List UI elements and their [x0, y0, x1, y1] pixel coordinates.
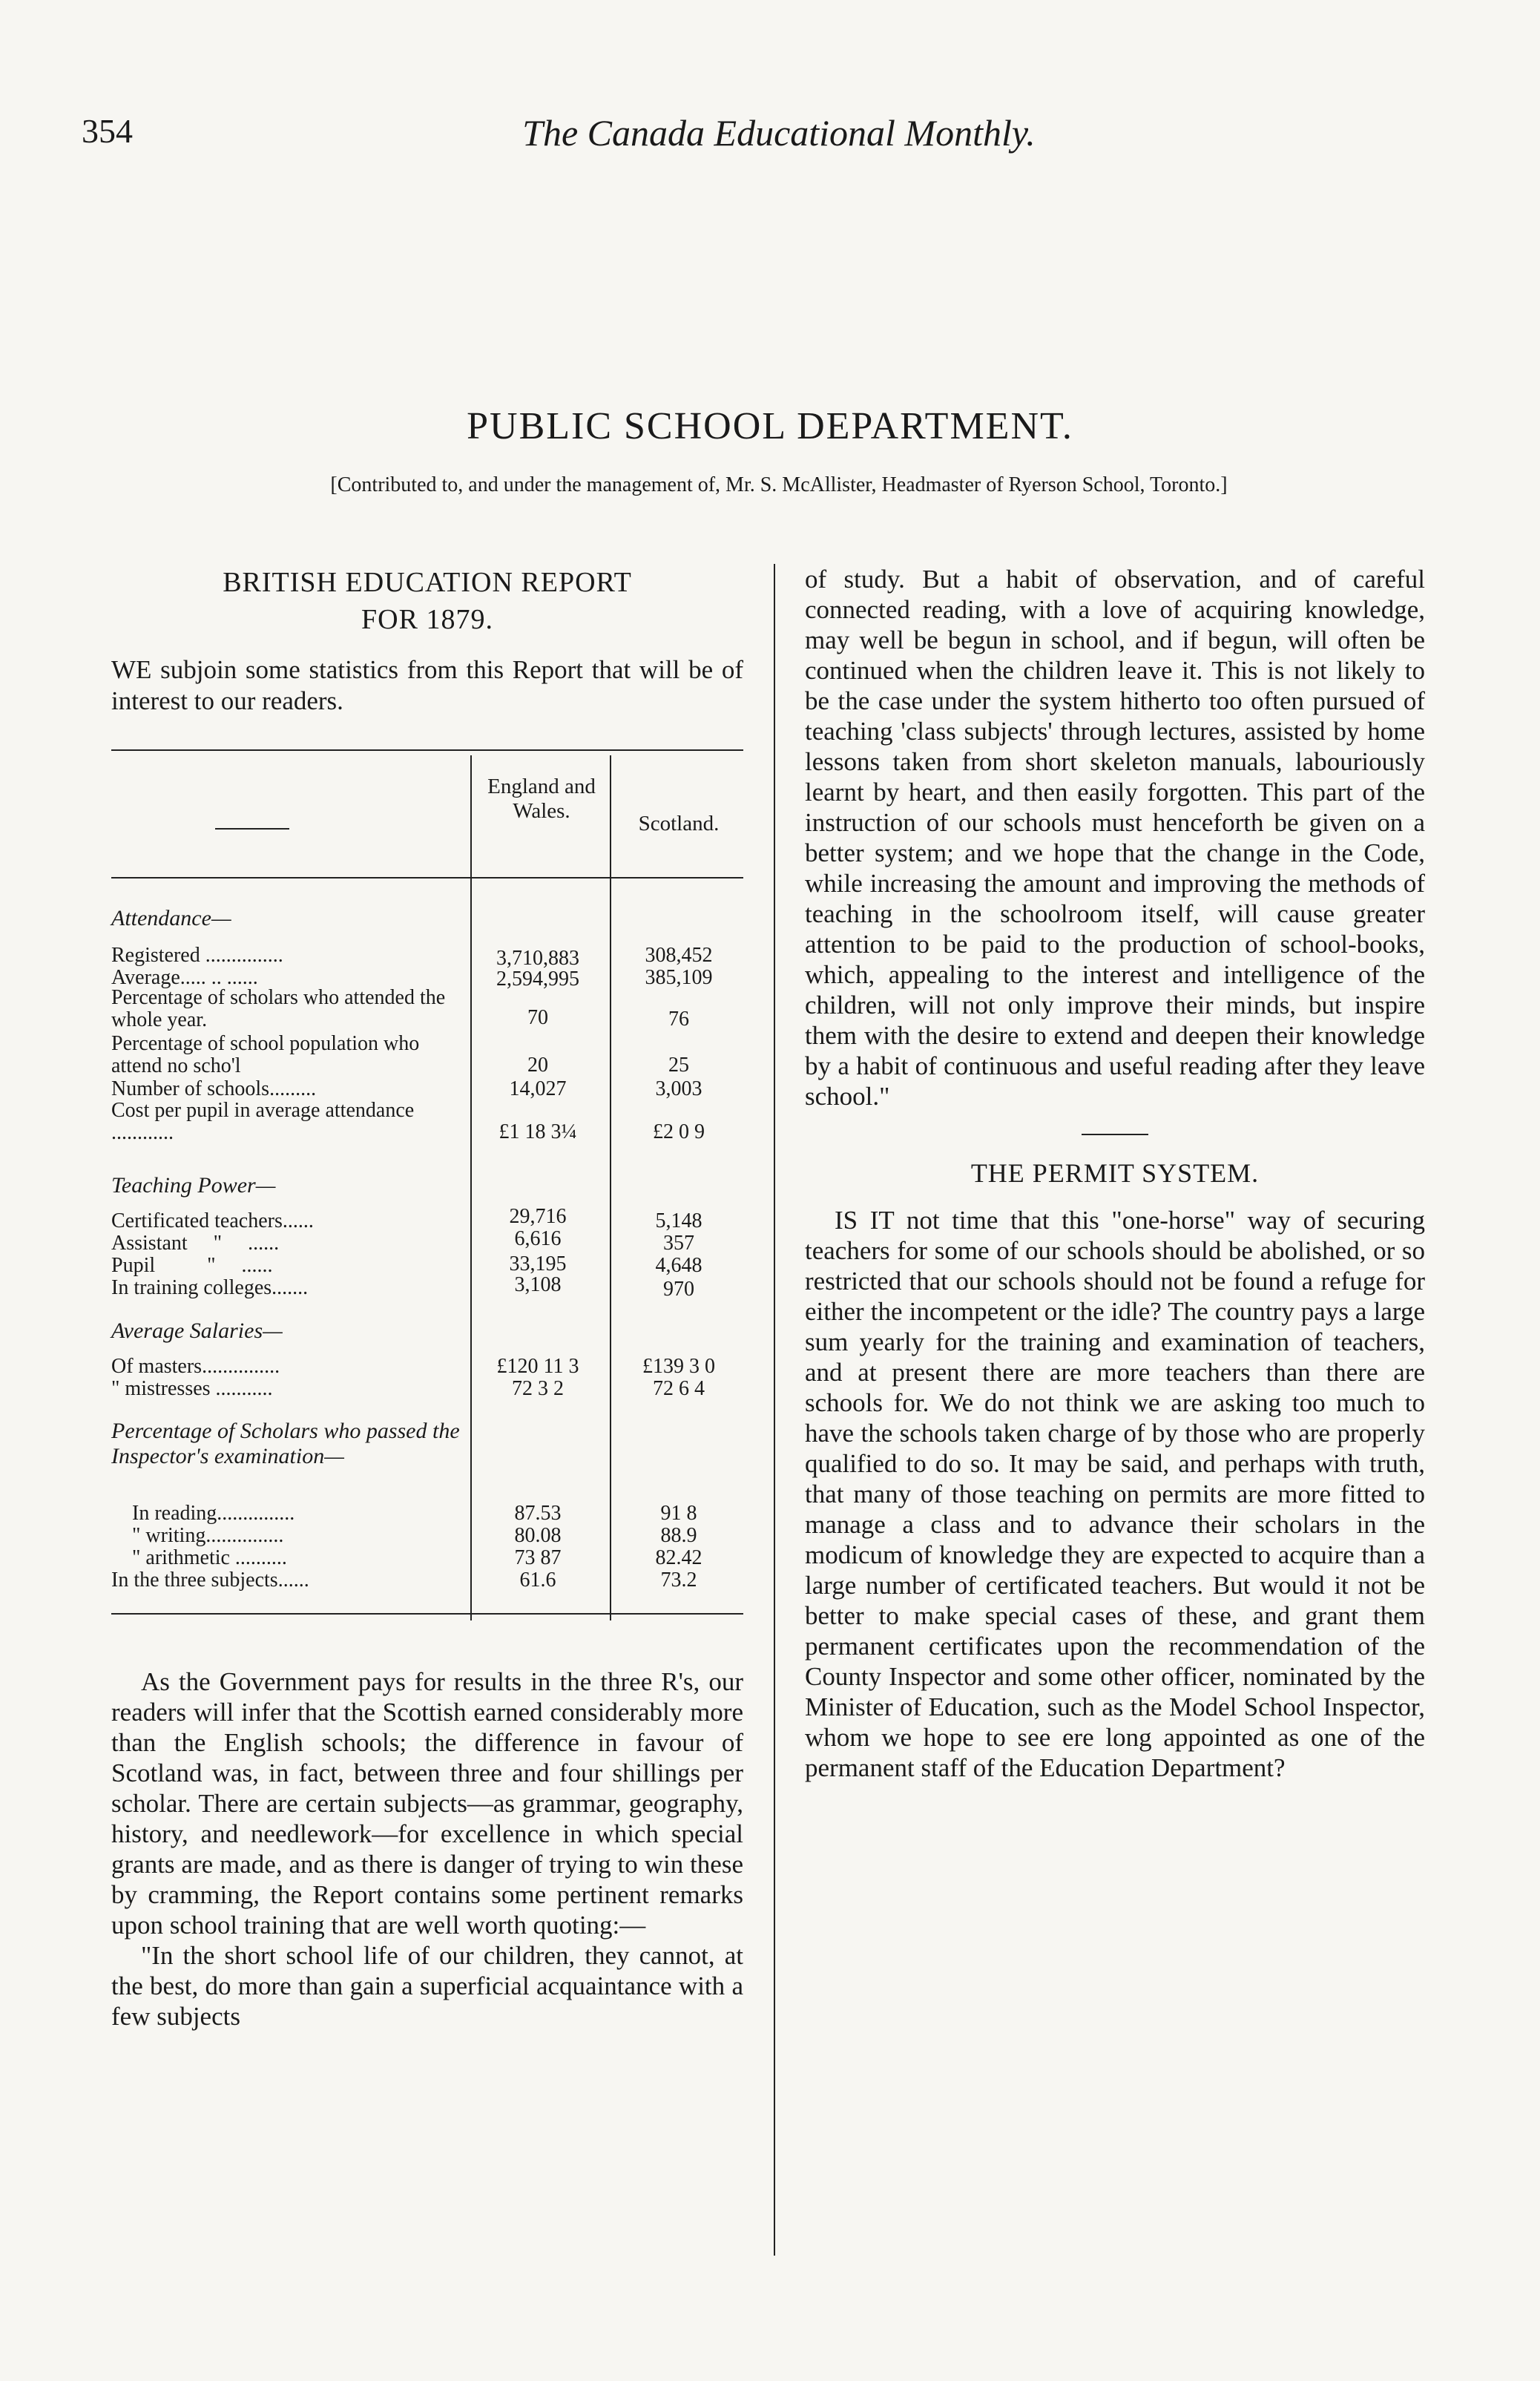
section-teaching-power-label: Teaching Power—	[111, 1173, 276, 1198]
table-header-rule	[111, 877, 743, 878]
table-cell-ew: 72 3 2	[512, 1377, 564, 1400]
table-row-label: Of masters...............	[111, 1355, 280, 1378]
table-row-label: Average..... .. ......	[111, 966, 258, 989]
table-row-label: " arithmetic ..........	[132, 1546, 287, 1569]
table-cell-sc: 91 8	[660, 1502, 697, 1525]
header-england-wales: England and Wales.	[487, 775, 596, 823]
table-cell-sc: 5,148	[655, 1209, 702, 1232]
paragraph: "In the short school life of our children, they cannot, at the best, do more than gain a superficial acquaintance with a few subjects	[111, 1941, 743, 2031]
table-row-label: Percentage of scholars who attended the whole year.	[111, 986, 446, 1031]
table-blank-header-dash	[215, 828, 289, 830]
page-number: 354	[82, 112, 133, 150]
table-cell-ew: £1 18 3¼	[498, 1120, 577, 1143]
table-row-label: In reading...............	[132, 1502, 295, 1525]
paragraph: As the Government pays for results in the three R's, our readers will infer that the Scottish earned considerably more than the English schools; the difference in favour of Scotland was, in fact, between three and four shillings per scholar. There are certain subjects—as grammar, geography, history, and needlework—for excellence in which special grants are made, and as there is danger of trying to win these by cramming, the Report contains some pertinent remarks upon school training that are well worth quoting:—	[111, 1667, 743, 1940]
table-row-label: Percentage of school population who attend no scho'l	[111, 1032, 420, 1077]
table-cell-ew: 3,710,883	[496, 947, 579, 970]
table-top-rule	[111, 749, 743, 751]
journal-title: The Canada Educational Monthly.	[522, 112, 1036, 154]
table-bottom-rule	[111, 1613, 743, 1615]
table-vertical-rule	[610, 755, 611, 1482]
table-cell-sc: 72 6 4	[653, 1377, 705, 1400]
table-cell-ew: 73 87	[514, 1546, 562, 1569]
table-row-label: " mistresses ...........	[111, 1377, 273, 1400]
column-divider	[774, 564, 775, 2256]
article-body-right: of study. But a habit of observation, and of careful connected reading, with a love of acquiring knowledge, may well be begun in school, and if begun, will often be continued when the children leave it. This is not likely to be the case under the system hitherto too often pursued of teaching 'class subjects' through lectures, assisted by home lessons taken from short skeleton manuals, labouriously learnt by heart, and then easily forgotten. This part of the instruction of our schools must henceforth be given on a better system; and we hope that the change in the Code, while increasing the amount and improving the methods of teaching in the schoolroom itself, will cause greater attention to be paid to the production of school-books, which, appealing to the interest and intelligence of the children, will not only improve their minds, but inspire them with the desire to extend and deepen their knowledge by a habit of continuous and useful reading after they leave school."	[805, 565, 1425, 1111]
right-column	[805, 564, 1425, 1783]
table-row-label: Registered ...............	[111, 944, 283, 967]
article-title-year: FOR 1879.	[361, 604, 493, 635]
table-row-label: Certificated teachers......	[111, 1209, 314, 1232]
statistics-table	[111, 745, 743, 1502]
section-attendance-label: Attendance—	[111, 906, 231, 930]
table-cell-sc: 385,109	[645, 966, 713, 989]
table-cell-sc: 82.42	[655, 1546, 702, 1569]
department-title: PUBLIC SCHOOL DEPARTMENT.	[467, 405, 1073, 447]
table-row-label: " writing...............	[132, 1524, 284, 1547]
table-cell-ew: 29,716	[509, 1205, 567, 1228]
left-column	[111, 564, 743, 2032]
section-percentage-passed-label: Percentage of Scholars who passed the Inspector's examination—	[111, 1419, 460, 1468]
table-cell-sc: 76	[668, 1008, 689, 1031]
table-cell-ew: 87.53	[514, 1502, 562, 1525]
table-row-label: Assistant " ......	[111, 1232, 280, 1255]
table-cell-ew: 3,108	[514, 1273, 562, 1296]
table-cell-sc: 88.9	[660, 1524, 697, 1547]
table-cell-ew: 20	[527, 1054, 548, 1077]
table-cell-ew: 61.6	[519, 1569, 556, 1592]
permit-system-body: IS IT not time that this "one-horse" way of securing teachers for some of our schools should be abolished, or so restricted that our schools should not be found a refuge for either the incompetent or the idle? The country pays a large sum yearly for the training and examination of teachers, and at present there are more teachers than there are schools for. We do not think we are asking too much to have the schools taken charge of by those who are properly qualified to do so. It may be said, and perhaps with truth, that many of those teaching on permits are more fitted to manage a class and to advance their scholars in the modicum of knowledge they are expected to acquire than a large number of certificated teachers. But would it not be better to make special cases of these, and grant them permanent certificates upon the recommendation of the County Inspector and some other officer, nominated by the Minister of Education, such as the Model School Inspector, whom we hope to see ere long appointed as one of the permanent staff of the Education Department?	[805, 1206, 1425, 1782]
table-cell-ew: 2,594,995	[496, 968, 579, 991]
table-cell-ew: £120 11 3	[496, 1355, 579, 1378]
article-title: BRITISH EDUCATION REPORT	[223, 567, 632, 598]
table-vertical-rule	[470, 755, 472, 1482]
table-cell-sc: £139 3 0	[642, 1355, 715, 1378]
permit-system-title: THE PERMIT SYSTEM.	[970, 1158, 1260, 1188]
header-scotland: Scotland.	[638, 812, 720, 835]
table-cell-ew: 6,616	[514, 1227, 562, 1250]
table-cell-sc: 970	[663, 1278, 694, 1301]
table-row-label: In the three subjects......	[111, 1569, 309, 1592]
article-intro: WE subjoin some statistics from this Report that will be of interest to our readers.	[111, 655, 743, 715]
table-vertical-rule	[610, 1479, 611, 1620]
table-row-label: Number of schools.........	[111, 1077, 317, 1100]
article-body-left	[111, 1666, 743, 2032]
table-cell-sc: 4,648	[655, 1254, 702, 1277]
table-cell-sc: 25	[668, 1054, 689, 1077]
statistics-table-continued	[111, 1502, 743, 1643]
table-cell-ew: 33,195	[509, 1252, 567, 1275]
section-average-salaries-label: Average Salaries—	[111, 1318, 283, 1343]
table-row-label: In training colleges.......	[111, 1276, 309, 1299]
contributor-note: [Contributed to, and under the management of, Mr. S. McAllister, Headmaster of Ryerson School, Toronto.]	[330, 473, 1228, 496]
table-cell-sc: 308,452	[645, 944, 713, 967]
table-cell-ew: 80.08	[514, 1524, 562, 1547]
table-cell-ew: 70	[527, 1006, 548, 1029]
table-row-label: Pupil " ......	[111, 1254, 273, 1277]
running-header	[82, 111, 1476, 163]
table-cell-sc: 357	[663, 1232, 694, 1255]
table-cell-sc: £2 0 9	[653, 1120, 705, 1143]
article-separator-rule	[1082, 1134, 1148, 1135]
table-row-label: Cost per pupil in average attendance ............	[111, 1099, 415, 1144]
table-cell-ew: 14,027	[509, 1077, 567, 1100]
table-cell-sc: 73.2	[660, 1569, 697, 1592]
table-cell-sc: 3,003	[655, 1077, 702, 1100]
